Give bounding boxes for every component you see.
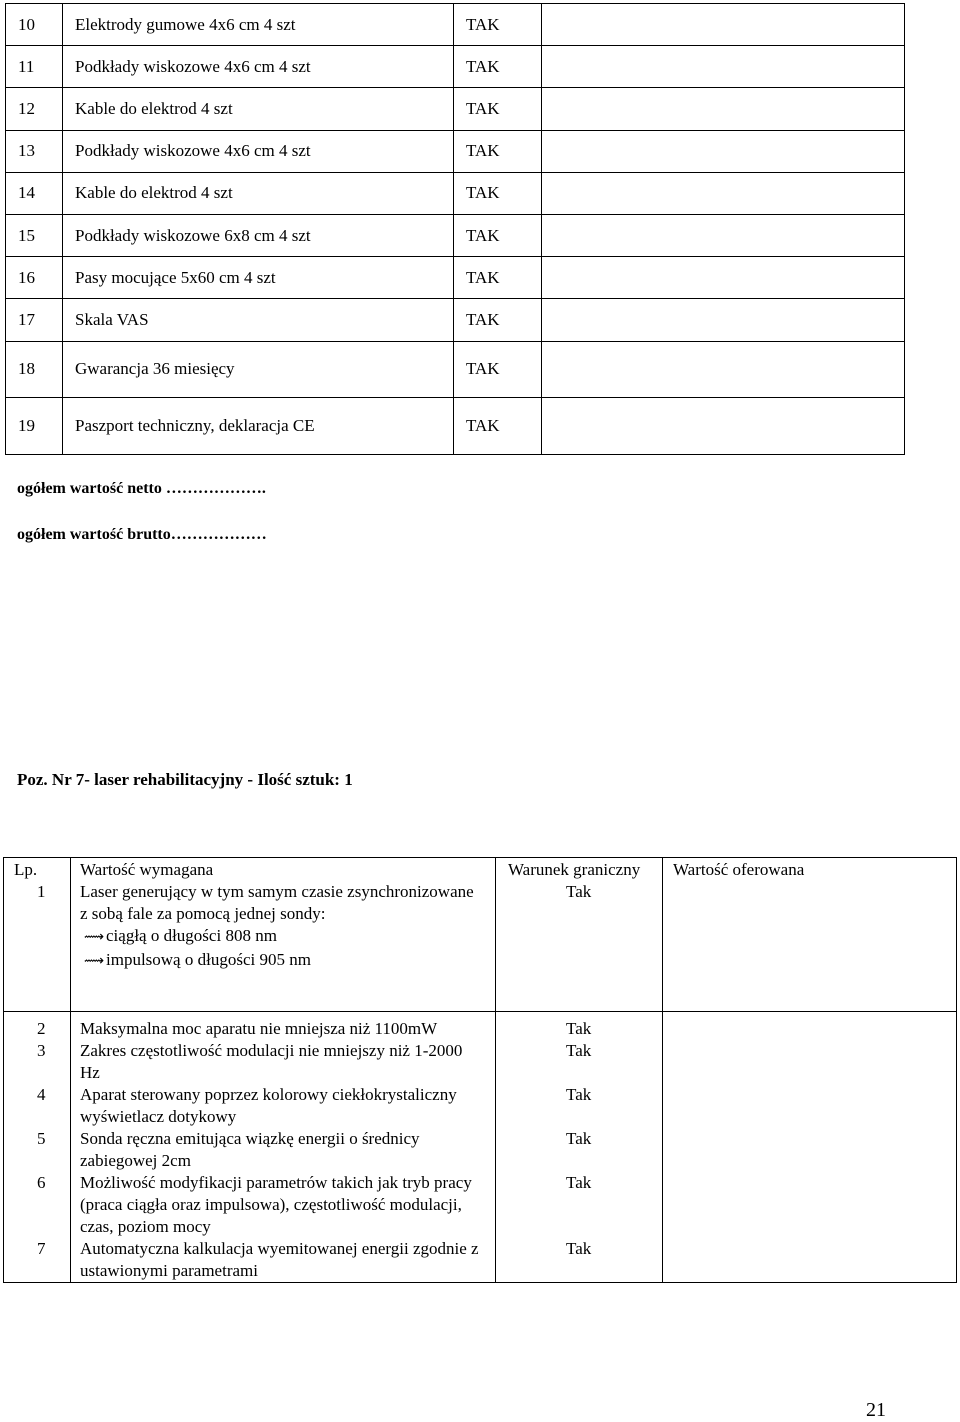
spec-row bbox=[4, 1084, 957, 1128]
bullet-arrow-icon: ⟿ bbox=[84, 954, 105, 969]
spec-offered-cell bbox=[663, 1238, 957, 1283]
row-value: TAK bbox=[454, 4, 542, 46]
table-row bbox=[6, 215, 905, 257]
page-number: 21 bbox=[866, 1399, 886, 1421]
row-name: Skala VAS bbox=[63, 299, 454, 341]
row-value: TAK bbox=[454, 130, 542, 172]
row-empty-cell bbox=[542, 46, 905, 88]
row-value: TAK bbox=[454, 398, 542, 455]
row-empty-cell bbox=[542, 257, 905, 299]
row-lp: 15 bbox=[6, 215, 63, 257]
bullet-text: impulsową o długości 905 nm bbox=[106, 950, 311, 969]
table-row bbox=[6, 341, 905, 398]
table-row bbox=[6, 46, 905, 88]
spec-offered-cell bbox=[663, 1172, 957, 1238]
spec-description: Aparat sterowany poprzez kolorowy ciekłokrystaliczny wyświetlacz dotykowy bbox=[71, 1084, 496, 1128]
table-row bbox=[6, 172, 905, 214]
table-row bbox=[6, 299, 905, 341]
spec-lp: 5 bbox=[4, 1128, 71, 1172]
spec-row-1 bbox=[4, 881, 957, 1012]
row-name: Pasy mocujące 5x60 cm 4 szt bbox=[63, 257, 454, 299]
spec-description: Automatyczna kalkulacja wyemitowanej energii zgodnie z ustawionymi parametrami bbox=[71, 1238, 496, 1283]
bullet-text: ciągłą o długości 808 nm bbox=[106, 926, 277, 945]
spec-description: Maksymalna moc aparatu nie mniejsza niż 1100mW bbox=[71, 1012, 496, 1041]
row-lp: 18 bbox=[6, 341, 63, 398]
spec-description bbox=[71, 881, 496, 1012]
table-row bbox=[6, 88, 905, 130]
bullet-item bbox=[80, 925, 485, 949]
spec-header-row bbox=[4, 858, 957, 882]
row-name: Gwarancja 36 miesięcy bbox=[63, 341, 454, 398]
row-value: TAK bbox=[454, 88, 542, 130]
table-row bbox=[6, 130, 905, 172]
header-lp: Lp. bbox=[4, 858, 71, 882]
spec-row bbox=[4, 1128, 957, 1172]
header-condition: Warunek graniczny bbox=[496, 858, 663, 882]
row-name: Podkłady wiskozowe 6x8 cm 4 szt bbox=[63, 215, 454, 257]
row-name: Elektrody gumowe 4x6 cm 4 szt bbox=[63, 4, 454, 46]
row-lp: 12 bbox=[6, 88, 63, 130]
spec-condition: Tak bbox=[496, 1172, 663, 1238]
spec-offered-cell bbox=[663, 1084, 957, 1128]
row-name: Kable do elektrod 4 szt bbox=[63, 172, 454, 214]
spec-offered-cell bbox=[663, 881, 957, 1012]
row-empty-cell bbox=[542, 398, 905, 455]
spec-row bbox=[4, 1012, 957, 1041]
row-empty-cell bbox=[542, 215, 905, 257]
table-row bbox=[6, 4, 905, 46]
row-lp: 16 bbox=[6, 257, 63, 299]
row-value: TAK bbox=[454, 172, 542, 214]
row-value: TAK bbox=[454, 299, 542, 341]
specification-table bbox=[3, 857, 957, 1283]
spec-offered-cell bbox=[663, 1128, 957, 1172]
equipment-table bbox=[5, 3, 905, 455]
spec-condition: Tak bbox=[496, 1238, 663, 1283]
spec-description: Sonda ręczna emitująca wiązkę energii o średnicy zabiegowej 2cm bbox=[71, 1128, 496, 1172]
spec-description: Możliwość modyfikacji parametrów takich jak tryb pracy (praca ciągła oraz impulsowa), częstotliwość modulacji, czas, poziom mocy bbox=[71, 1172, 496, 1238]
spec-lp: 6 bbox=[4, 1172, 71, 1238]
spec-description-text: Laser generujący w tym samym czasie zsynchronizowane z sobą fale za pomocą jednej sondy: bbox=[80, 882, 474, 923]
spec-condition: Tak bbox=[496, 881, 663, 1012]
row-lp: 10 bbox=[6, 4, 63, 46]
bullet-item bbox=[80, 949, 485, 973]
spec-condition: Tak bbox=[496, 1084, 663, 1128]
bullet-arrow-icon: ⟿ bbox=[84, 930, 105, 945]
spec-lp: 3 bbox=[4, 1040, 71, 1084]
row-lp: 19 bbox=[6, 398, 63, 455]
spec-offered-cell bbox=[663, 1012, 957, 1041]
row-lp: 17 bbox=[6, 299, 63, 341]
spec-lp: 4 bbox=[4, 1084, 71, 1128]
spec-lp: 2 bbox=[4, 1012, 71, 1041]
row-empty-cell bbox=[542, 299, 905, 341]
spec-condition: Tak bbox=[496, 1128, 663, 1172]
row-lp: 13 bbox=[6, 130, 63, 172]
spec-description: Zakres częstotliwość modulacji nie mniejszy niż 1-2000 Hz bbox=[71, 1040, 496, 1084]
spec-row bbox=[4, 1040, 957, 1084]
row-empty-cell bbox=[542, 4, 905, 46]
row-name: Podkłady wiskozowe 4x6 cm 4 szt bbox=[63, 46, 454, 88]
table-row bbox=[6, 257, 905, 299]
row-value: TAK bbox=[454, 215, 542, 257]
row-empty-cell bbox=[542, 130, 905, 172]
spec-row bbox=[4, 1238, 957, 1283]
row-name: Kable do elektrod 4 szt bbox=[63, 88, 454, 130]
row-value: TAK bbox=[454, 257, 542, 299]
total-netto: ogółem wartość netto ………………. bbox=[17, 480, 266, 497]
row-name: Podkłady wiskozowe 4x6 cm 4 szt bbox=[63, 130, 454, 172]
spec-row bbox=[4, 1172, 957, 1238]
row-value: TAK bbox=[454, 46, 542, 88]
row-empty-cell bbox=[542, 172, 905, 214]
row-lp: 14 bbox=[6, 172, 63, 214]
spec-condition: Tak bbox=[496, 1012, 663, 1041]
row-empty-cell bbox=[542, 88, 905, 130]
header-required: Wartość wymagana bbox=[71, 858, 496, 882]
position-title: Poz. Nr 7- laser rehabilitacyjny - Ilość sztuk: 1 bbox=[17, 770, 353, 789]
row-lp: 11 bbox=[6, 46, 63, 88]
header-offered: Wartość oferowana bbox=[663, 858, 957, 882]
table-row bbox=[6, 398, 905, 455]
spec-condition: Tak bbox=[496, 1040, 663, 1084]
total-brutto: ogółem wartość brutto……………… bbox=[17, 526, 267, 543]
spec-lp: 1 bbox=[4, 881, 71, 1012]
row-value: TAK bbox=[454, 341, 542, 398]
row-empty-cell bbox=[542, 341, 905, 398]
spec-lp: 7 bbox=[4, 1238, 71, 1283]
spec-offered-cell bbox=[663, 1040, 957, 1084]
row-name: Paszport techniczny, deklaracja CE bbox=[63, 398, 454, 455]
